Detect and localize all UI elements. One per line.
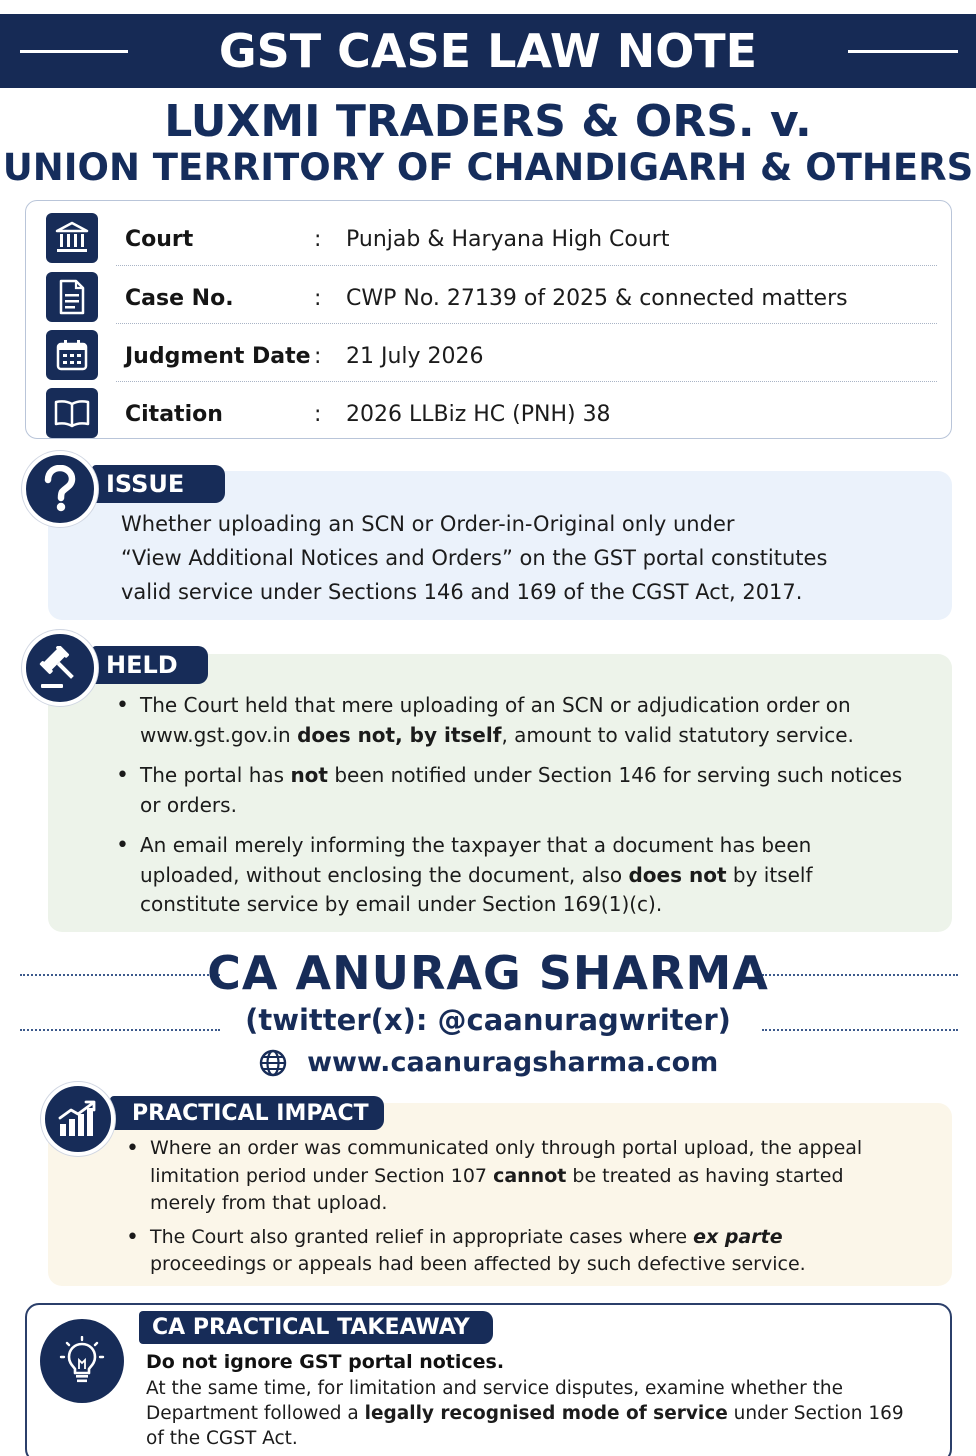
impact-text: be treated as having started merely from that upload. bbox=[150, 1164, 844, 1214]
detail-row-case-no bbox=[26, 266, 951, 324]
takeaway-text: At the same time, for limitation and service disputes, examine whether the Department followed a bbox=[146, 1378, 843, 1424]
case-details-card bbox=[25, 200, 952, 439]
issue-line: Whether uploading an SCN or Order-in-Original only under bbox=[121, 512, 735, 536]
impact-bold-text: cannot bbox=[493, 1164, 567, 1187]
author-twitter[interactable]: (twitter(x): @caanuragwriter) bbox=[245, 1003, 731, 1037]
held-bullet bbox=[114, 761, 904, 820]
held-text: The portal has bbox=[140, 763, 291, 787]
author-name: CA ANURAG SHARMA bbox=[207, 946, 769, 1000]
document-icon bbox=[46, 272, 98, 322]
takeaway-headline: Do not ignore GST portal notices. bbox=[146, 1351, 505, 1373]
detail-row-judgment-date bbox=[26, 324, 951, 382]
detail-row-court bbox=[26, 207, 951, 265]
takeaway-text: under Section 169 of the CGST Act. bbox=[146, 1403, 904, 1449]
detail-colon: : bbox=[314, 402, 322, 427]
takeaway-body bbox=[146, 1376, 906, 1451]
issue-tag: ISSUE bbox=[92, 465, 225, 503]
question-mark-icon bbox=[22, 451, 98, 527]
calendar-icon bbox=[46, 330, 98, 380]
impact-emphasis-text: ex parte bbox=[693, 1225, 783, 1248]
held-text: An email merely informing the taxpayer that a document has been uploaded, without enclosing the document, also bbox=[140, 833, 812, 887]
held-text: by itself constitute service by email under Section 169(1)(c). bbox=[140, 862, 813, 916]
held-text: been notified under Section 146 for serving such notices or orders. bbox=[140, 763, 903, 817]
held-bold-text: does not bbox=[628, 862, 727, 887]
held-bold-text: does not, by itself bbox=[297, 722, 502, 747]
held-bullet bbox=[114, 691, 904, 750]
impact-bullet bbox=[124, 1135, 894, 1218]
detail-label: Judgment Date bbox=[125, 344, 311, 369]
author-website-link[interactable]: www.caanuragsharma.com bbox=[307, 1047, 719, 1078]
held-tag: HELD bbox=[92, 646, 208, 684]
held-bullet bbox=[114, 831, 904, 920]
impact-bullet bbox=[124, 1224, 894, 1279]
page-title: GST CASE LAW NOTE bbox=[218, 24, 758, 78]
issue-line: “View Additional Notices and Orders” on the GST portal constitutes bbox=[121, 546, 828, 570]
globe-icon bbox=[258, 1047, 307, 1078]
case-title-line1: LUXMI TRADERS & ORS. v. bbox=[164, 96, 812, 147]
impact-tag: PRACTICAL IMPACT bbox=[110, 1096, 384, 1130]
detail-label: Court bbox=[125, 227, 194, 252]
detail-label: Case No. bbox=[125, 286, 234, 311]
gavel-icon bbox=[22, 630, 98, 706]
detail-colon: : bbox=[314, 286, 322, 311]
detail-row-citation bbox=[26, 382, 951, 440]
impact-list bbox=[124, 1135, 894, 1285]
detail-colon: : bbox=[314, 344, 322, 369]
case-title-line2: UNION TERRITORY OF CHANDIGARH & OTHERS bbox=[2, 146, 974, 189]
held-list bbox=[114, 691, 904, 931]
detail-value: 21 July 2026 bbox=[346, 344, 484, 369]
held-bold-text: not bbox=[290, 763, 328, 787]
growth-chart-icon bbox=[41, 1082, 115, 1156]
impact-text: Where an order was communicated only through portal upload, the appeal limitation period under Section 107 bbox=[150, 1137, 863, 1187]
takeaway-tag: CA PRACTICAL TAKEAWAY bbox=[139, 1311, 493, 1344]
detail-label: Citation bbox=[125, 402, 223, 427]
detail-value: 2026 LLBiz HC (PNH) 38 bbox=[346, 402, 611, 427]
header-bar bbox=[0, 14, 976, 88]
issue-text bbox=[121, 507, 941, 609]
open-book-icon bbox=[46, 388, 98, 438]
takeaway-bold-text: legally recognised mode of service bbox=[364, 1403, 728, 1424]
lightbulb-icon bbox=[40, 1319, 124, 1403]
author-website-row bbox=[0, 1046, 976, 1078]
impact-text: The Court also granted relief in appropriate cases where bbox=[150, 1225, 694, 1248]
detail-colon: : bbox=[314, 227, 322, 252]
issue-line: valid service under Sections 146 and 169 of the CGST Act, 2017. bbox=[121, 580, 803, 604]
impact-text: proceedings or appeals had been affected by such defective service. bbox=[150, 1253, 806, 1275]
court-building-icon bbox=[46, 213, 98, 263]
detail-value: Punjab & Haryana High Court bbox=[346, 227, 670, 252]
held-text: The Court held that mere uploading of an SCN or adjudication order on www.gst.gov.in bbox=[140, 693, 851, 747]
held-text: , amount to valid statutory service. bbox=[501, 722, 854, 747]
detail-value: CWP No. 27139 of 2025 & connected matters bbox=[346, 286, 848, 311]
